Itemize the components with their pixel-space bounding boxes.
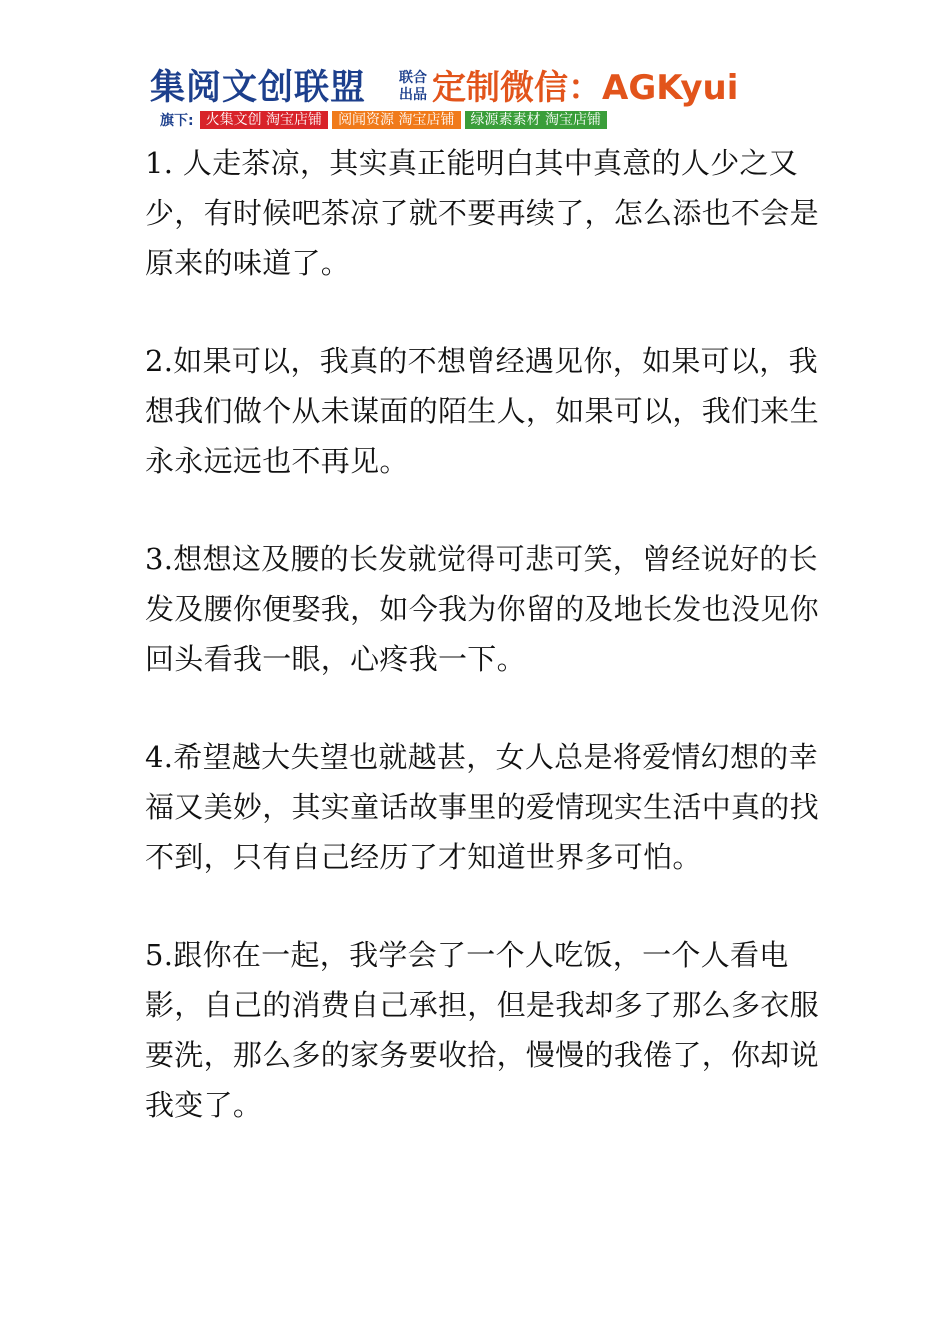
paragraph-4: 4.希望越大失望也就越甚，女人总是将爱情幻想的幸福又美妙，其实童话故事里的爱情现实生活中真的找不到，只有自己经历了才知道世界多可怕。 [145,740,819,874]
paragraph-2: 2.如果可以，我真的不想曾经遇见你，如果可以，我想我们做个从未谋面的陌生人，如果可以，我们来生永永远远也不再见。 [145,344,819,478]
paragraph-5: 5.跟你在一起，我学会了一个人吃饭，一个人看电影，自己的消费自己承担，但是我却多了那么多衣服要洗，那么多的家务要收拾，慢慢的我倦了，你却说我变了。 [145,938,819,1122]
document-body [145,138,845,1178]
header-banner [150,66,770,130]
wechat-promo: 定制微信：AGKyui [432,68,739,108]
brand-title: 集阅文创联盟 [150,68,367,108]
paragraph-3: 3.想想这及腰的长发就觉得可悲可笑，曾经说好的长发及腰你便娶我，如今我为你留的及地长发也没见你回头看我一眼，心疼我一下。 [145,542,819,676]
joint-production-label: 联合出品 [399,70,427,103]
store-tag-lvyuan: 绿源素素材 淘宝店铺 [465,111,607,129]
under-label: 旗下: [160,113,194,129]
store-tag-huoji: 火集文创 淘宝店铺 [200,111,328,129]
store-row [160,110,611,130]
paragraph-1: 1. 人走茶凉，其实真正能明白其中真意的人少之又少，有时候吧茶凉了就不要再续了，怎么添也不会是原来的味道了。 [145,146,819,280]
store-tag-yuewen: 阅闻资源 淘宝店铺 [332,111,460,129]
